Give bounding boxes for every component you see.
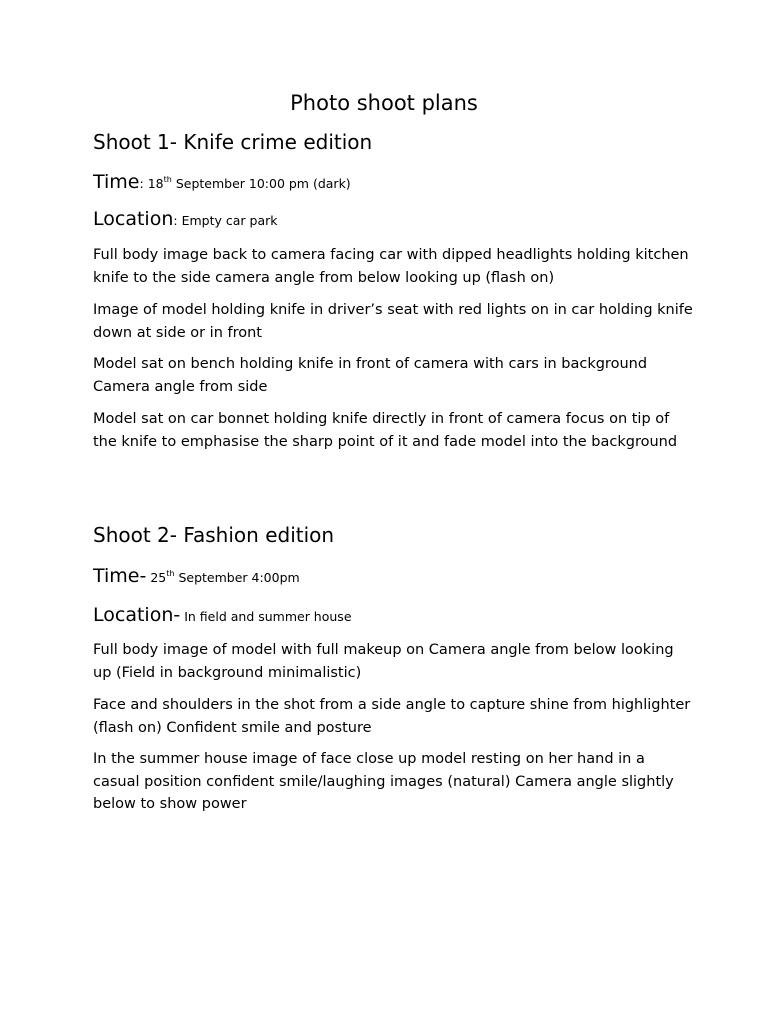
shoot-2-shot-1: Full body image of model with full makeup on Camera angle from below looking up (Field in background minimalistic) <box>93 642 674 681</box>
shoot-1-time-sep: : <box>139 176 144 191</box>
shoot-1-time-value: September 10:00 pm (dark) <box>175 176 351 191</box>
shoot-2-location-value: In field and summer house <box>184 609 352 624</box>
shoot-2-shot-2: Face and shoulders in the shot from a side angle to capture shine from highlighter (flash on) Confident smile and posture <box>93 697 691 736</box>
shoot-2-location <box>93 602 352 630</box>
shoot-2-shot-3: In the summer house image of face close up model resting on her hand in a casual position confident smile/laughing images (natural) Camera angle slightly below to show power <box>93 751 674 812</box>
shoot-2-location-label: Location- <box>93 604 181 626</box>
shoot-1-shot-4: Model sat on car bonnet holding knife directly in front of camera focus on tip of the knife to emphasise the sharp point of it and fade model into the background <box>93 411 678 450</box>
shoot-1-location-label: Location <box>93 208 174 230</box>
shoot-1-time-label: Time <box>93 171 140 193</box>
shoot-1-location <box>93 206 277 234</box>
shoot-2-time-day: 25 <box>150 570 167 585</box>
shoot-1-location-value: Empty car park <box>181 213 278 228</box>
shoot-1-shot-3: Model sat on bench holding knife in front of camera with cars in background Camera angle from side <box>93 356 648 395</box>
shoot-2-time-suffix: th <box>166 569 175 578</box>
shoot-1-time <box>93 169 351 197</box>
shoot-2-time-label: Time- <box>93 565 147 587</box>
shoot-2-time <box>93 563 300 591</box>
shoot-1-time-day: 18 <box>147 176 164 191</box>
shoot-1-shot-1: Full body image back to camera facing car with dipped headlights holding kitchen knife to the side camera angle from below looking up (flash on) <box>93 247 689 286</box>
shoot-1-location-sep: : <box>173 213 178 228</box>
page-title: Photo shoot plans <box>290 91 478 115</box>
shoot-1-shot-2: Image of model holding knife in driver’s seat with red lights on in car holding knife down at side or in front <box>93 302 693 341</box>
shoot-2-heading: Shoot 2- Fashion edition <box>93 523 335 547</box>
shoot-1-time-suffix: th <box>163 175 172 184</box>
shoot-2-time-value: September 4:00pm <box>178 570 300 585</box>
shoot-1-heading: Shoot 1- Knife crime edition <box>93 130 373 154</box>
